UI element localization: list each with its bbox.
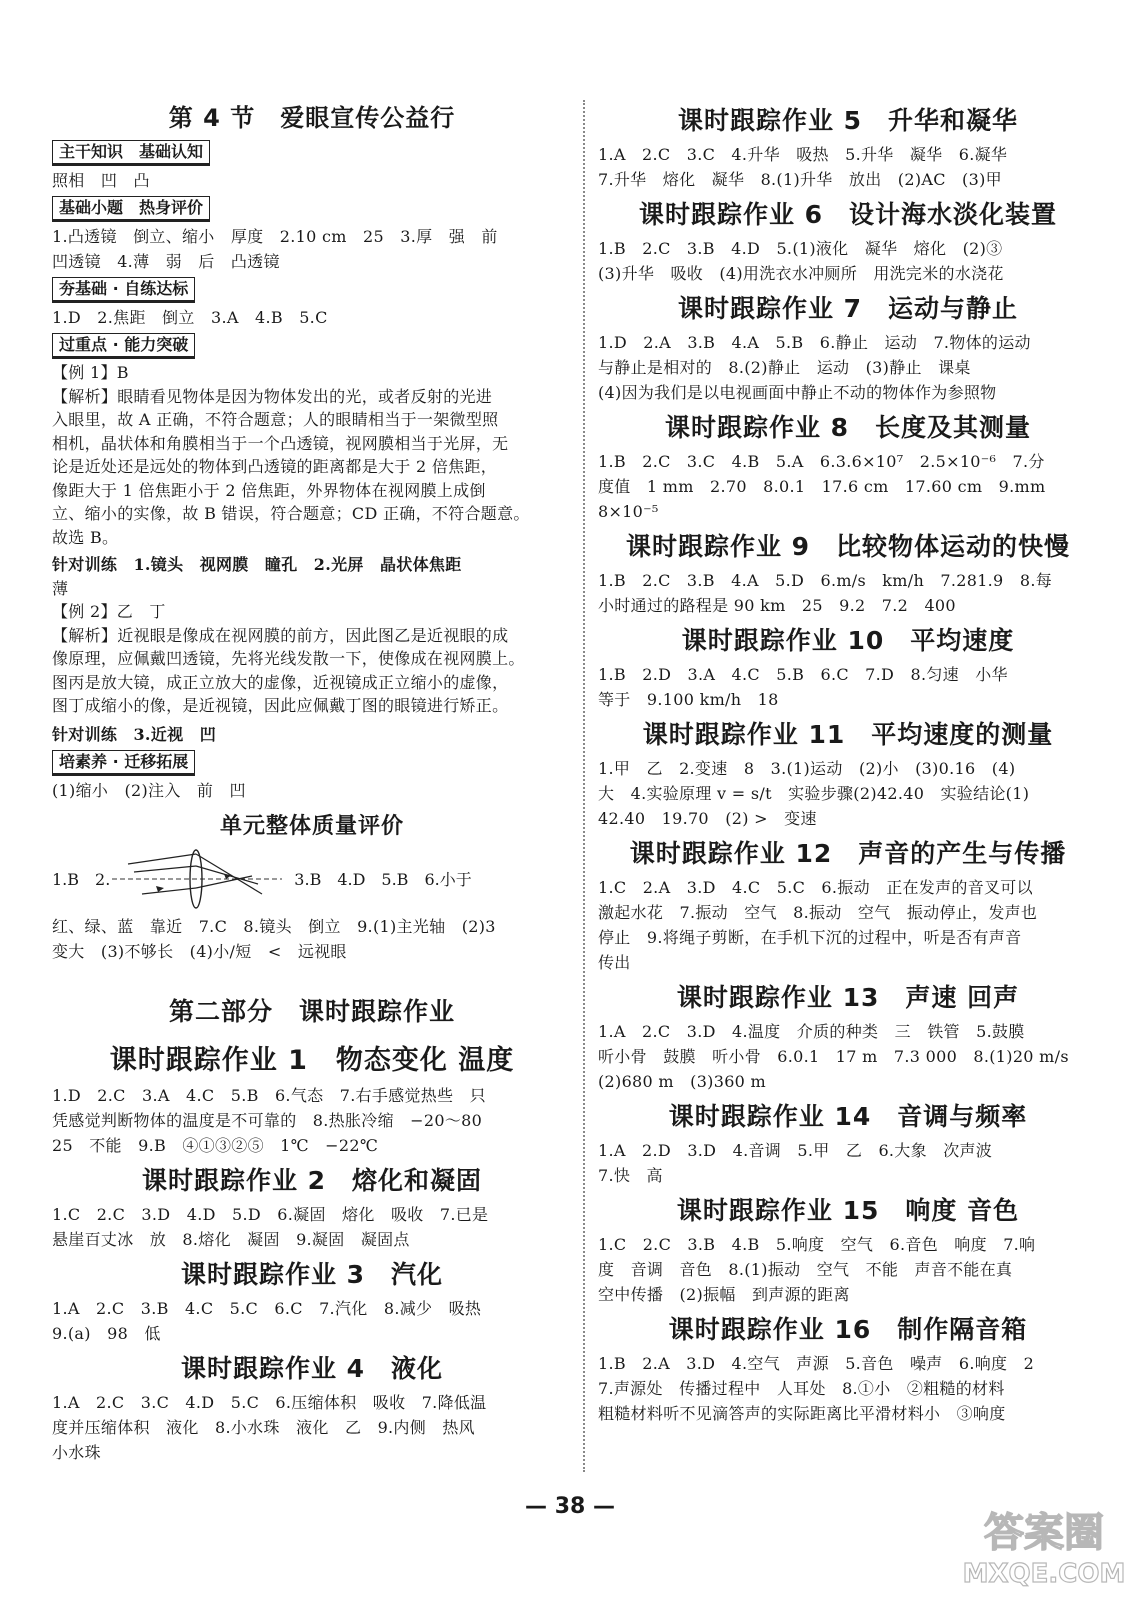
answer-line: 9.(a) 98 低 <box>52 1323 161 1343</box>
answer-line: 7.快 高 <box>598 1166 663 1185</box>
answer-line: 红、绿、蓝 靠近 7.C 8.镜头 倒立 9.(1)主光轴 (2)3 <box>52 916 496 936</box>
answer-line: 42.40 19.70 (2) > 变速 <box>598 809 817 828</box>
hw11-title: 课时跟踪作业 11 平均速度的测量 <box>642 720 1054 749</box>
analysis-line: 像原理，应佩戴凹透镜，先将光线发散一下，使像成在视网膜上。 <box>52 649 525 668</box>
answer-line: 小时通过的路程是 90 km 25 9.2 7.2 400 <box>598 596 956 615</box>
tag-basic-questions: 基础小题 热身评价 <box>52 196 210 222</box>
answer-line: 等于 9.100 km/h 18 <box>598 690 779 709</box>
answer-line: 粗糙材料听不见滴答声的实际距离比平滑材料小 ③响度 <box>598 1404 1006 1423</box>
answer-line: 1.B 2.C 3.B 4.D 5.(1)液化 凝华 熔化 (2)③ <box>598 239 1003 258</box>
answer-line: (3)升华 吸收 (4)用洗衣水冲厕所 用洗完米的水浇花 <box>598 264 1004 283</box>
answer-line: 1.A 2.C 3.C 4.D 5.C 6.压缩体积 吸收 7.降低温 <box>52 1392 487 1412</box>
left-column <box>52 92 572 1465</box>
answer-line: 1.B 2.A 3.D 4.空气 声源 5.音色 噪声 6.响度 2 <box>598 1354 1035 1373</box>
tag-extension: 培素养 · 迁移拓展 <box>52 750 195 776</box>
answer-line: (4)因为我们是以电视画面中静止不动的物体作为参照物 <box>598 383 997 402</box>
answer-line: 激起水花 7.振动 空气 8.振动 空气 振动停止，发声也 <box>598 903 1038 922</box>
answer-line: 8×10⁻⁵ <box>598 502 659 521</box>
watermark-line1: 答案圈 <box>984 1510 1104 1556</box>
answer-line: 25 不能 9.B ④①③②⑤ 1℃ −22℃ <box>52 1135 379 1155</box>
answer-line: 度 音调 音色 8.(1)振动 空气 不能 声音不能在真 <box>598 1260 1013 1279</box>
analysis-line: 【解析】眼睛看见物体是因为物体发出的光，或者反射的光进 <box>52 386 493 406</box>
page-number: — 38 — <box>525 1494 615 1519</box>
hw6-title: 课时跟踪作业 6 设计海水淡化装置 <box>638 200 1058 229</box>
answer-line: 悬崖百丈冰 放 8.熔化 凝固 9.凝固 凝固点 <box>52 1229 410 1249</box>
hw2-title: 课时跟踪作业 2 熔化和凝固 <box>141 1165 483 1195</box>
answer-line: 度值 1 mm 2.70 8.0.1 17.6 cm 17.60 cm 9.mm <box>598 477 1046 496</box>
answer-line: 7.升华 熔化 凝华 8.(1)升华 放出 (2)AC (3)甲 <box>598 170 1002 189</box>
answer-line: 1.C 2.A 3.D 4.C 5.C 6.振动 正在发声的音叉可以 <box>598 878 1033 897</box>
hw14-title: 课时跟踪作业 14 音调与频率 <box>668 1102 1028 1131</box>
answer-line: 传出 <box>598 953 631 972</box>
hw15-title: 课时跟踪作业 15 响度 音色 <box>676 1196 1020 1225</box>
answer-line: 1.A 2.C 3.B 4.C 5.C 6.C 7.汽化 8.减少 吸热 <box>52 1298 482 1318</box>
answer-line: 1.D 2.C 3.A 4.C 5.B 6.气态 7.右手感觉热些 只 <box>52 1085 486 1105</box>
analysis-line: 图丁成缩小的像，是近视镜，因此应佩戴丁图的眼镜进行矫正。 <box>52 696 509 715</box>
hw7-title: 课时跟踪作业 7 运动与静止 <box>677 294 1019 323</box>
answer-line: 1.B 2.C 3.B 4.A 5.D 6.m/s km/h 7.281.9 8.每 <box>598 571 1053 590</box>
answer-line: 1.D 2.A 3.B 4.A 5.B 6.静止 运动 7.物体的运动 <box>598 333 1031 352</box>
hw10-title: 课时跟踪作业 10 平均速度 <box>681 626 1015 655</box>
training-line: 针对训练 3.近视 凹 <box>52 724 217 744</box>
unit-q1-label: 1.B 2. <box>52 870 111 889</box>
analysis-line: 立、缩小的实像，故 B 错误，符合题意；CD 正确，不符合题意。 <box>52 504 530 523</box>
analysis-line: 论是近处还是远处的物体到凸透镜的距离都是大于 2 倍焦距， <box>52 457 498 476</box>
column-divider <box>583 100 585 1472</box>
hw16-title: 课时跟踪作业 16 制作隔音箱 <box>668 1315 1028 1344</box>
analysis-line: 故选 B。 <box>52 527 119 547</box>
unit-title: 单元整体质量评价 <box>219 813 404 839</box>
answer-line: (1)缩小 (2)注入 前 凹 <box>52 780 246 800</box>
answer-line: 1.A 2.D 3.D 4.音调 5.甲 乙 6.大象 次声波 <box>598 1141 993 1160</box>
tag-foundation: 夯基础 · 自练达标 <box>52 277 195 303</box>
answer-line: 1.D 2.焦距 倒立 3.A 4.B 5.C <box>52 308 328 327</box>
lens-ray-diagram <box>112 848 282 910</box>
hw13-title: 课时跟踪作业 13 声速 回声 <box>676 983 1020 1012</box>
example-1: 【例 1】B <box>52 363 129 382</box>
watermark-logo <box>960 1500 1128 1590</box>
watermark-line2: MXQE.COM <box>962 1559 1126 1589</box>
answer-line: 凭感觉判断物体的温度是不可靠的 8.热胀冷缩 −20～80 <box>52 1110 483 1130</box>
answer-line: 1.A 2.C 3.D 4.温度 介质的种类 三 铁管 5.鼓膜 <box>598 1022 1025 1041</box>
hw12-title: 课时跟踪作业 12 声音的产生与传播 <box>629 839 1067 868</box>
answer-line: 大 4.实验原理 v = s/t 实验步骤(2)42.40 实验结论(1) <box>598 784 1030 803</box>
hw5-title: 课时跟踪作业 5 升华和凝华 <box>677 106 1019 135</box>
answer-line: 1.C 2.C 3.D 4.D 5.D 6.凝固 熔化 吸收 7.已是 <box>52 1204 489 1224</box>
hw1-title: 课时跟踪作业 1 物态变化 温度 <box>109 1044 515 1076</box>
example-2: 【例 2】乙 丁 <box>52 602 166 621</box>
analysis-line: 【解析】近视眼是像成在视网膜的前方，因此图乙是近视眼的成 <box>52 625 509 645</box>
answer-line: 停止 9.将绳子剪断，在手机下沉的过程中，听是否有声音 <box>598 928 1022 947</box>
answer-line: (2)680 m (3)360 m <box>598 1072 767 1091</box>
unit-q1-rest: 3.B 4.D 5.B 6.小于 <box>294 870 472 889</box>
answer-line: 度并压缩体积 液化 8.小水珠 液化 乙 9.内侧 热风 <box>52 1417 475 1437</box>
answer-line: 与静止是相对的 8.(2)静止 运动 (3)静止 课桌 <box>598 358 971 377</box>
answer-line: 凹透镜 4.薄 弱 后 凸透镜 <box>52 252 280 271</box>
answer-line: 空中传播 (2)振幅 到声源的距离 <box>598 1285 850 1304</box>
tag-key-points: 过重点 · 能力突破 <box>52 333 195 359</box>
answer-line: 小水珠 <box>52 1442 101 1462</box>
answer-line: 7.声源处 传播过程中 人耳处 8.①小 ②粗糙的材料 <box>598 1379 1005 1398</box>
tag1-answer: 照相 凹 凸 <box>52 171 150 190</box>
hw3-title: 课时跟踪作业 3 汽化 <box>180 1259 444 1289</box>
training-line: 薄 <box>52 578 69 598</box>
answer-line: 1.B 2.D 3.A 4.C 5.B 6.C 7.D 8.匀速 小华 <box>598 665 1008 684</box>
unit-question-row <box>52 848 572 910</box>
answer-line: 变大 (3)不够长 (4)小/短 < 远视眼 <box>52 941 347 961</box>
hw4-title: 课时跟踪作业 4 液化 <box>180 1353 444 1383</box>
tag-main-knowledge: 主干知识 基础认知 <box>52 140 210 166</box>
answer-line: 1.B 2.C 3.C 4.B 5.A 6.3.6×10⁷ 2.5×10⁻⁶ 7.分 <box>598 452 1045 471</box>
training-line: 针对训练 1.镜头 视网膜 瞳孔 2.光屏 晶状体焦距 <box>52 555 462 574</box>
section-title: 第 4 节 爱眼宣传公益行 <box>168 104 456 132</box>
answer-line: 听小骨 鼓膜 听小骨 6.0.1 17 m 7.3 000 8.(1)20 m/s <box>598 1047 1069 1066</box>
part2-title: 第二部分 课时跟踪作业 <box>168 996 455 1026</box>
right-column <box>598 92 1098 1426</box>
answer-line: 1.A 2.C 3.C 4.升华 吸热 5.升华 凝华 6.凝华 <box>598 145 1008 164</box>
analysis-line: 相机，晶状体和角膜相当于一个凸透镜，视网膜相当于光屏，无 <box>52 433 509 453</box>
answer-line: 1.甲 乙 2.变速 8 3.(1)运动 (2)小 (3)0.16 (4) <box>598 759 1016 778</box>
answer-line: 1.凸透镜 倒立、缩小 厚度 2.10 cm 25 3.厚 强 前 <box>52 227 498 246</box>
analysis-line: 入眼里，故 A 正确，不符合题意；人的眼睛相当于一架微型照 <box>52 410 499 429</box>
analysis-line: 像距大于 1 倍焦距小于 2 倍焦距，外界物体在视网膜上成倒 <box>52 480 486 500</box>
answer-line: 1.C 2.C 3.B 4.B 5.响度 空气 6.音色 响度 7.响 <box>598 1235 1036 1254</box>
analysis-line: 图丙是放大镜，成正立放大的虚像，近视镜成正立缩小的虚像， <box>52 672 509 692</box>
hw9-title: 课时跟踪作业 9 比较物体运动的快慢 <box>625 532 1071 561</box>
hw8-title: 课时跟踪作业 8 长度及其测量 <box>664 413 1032 442</box>
